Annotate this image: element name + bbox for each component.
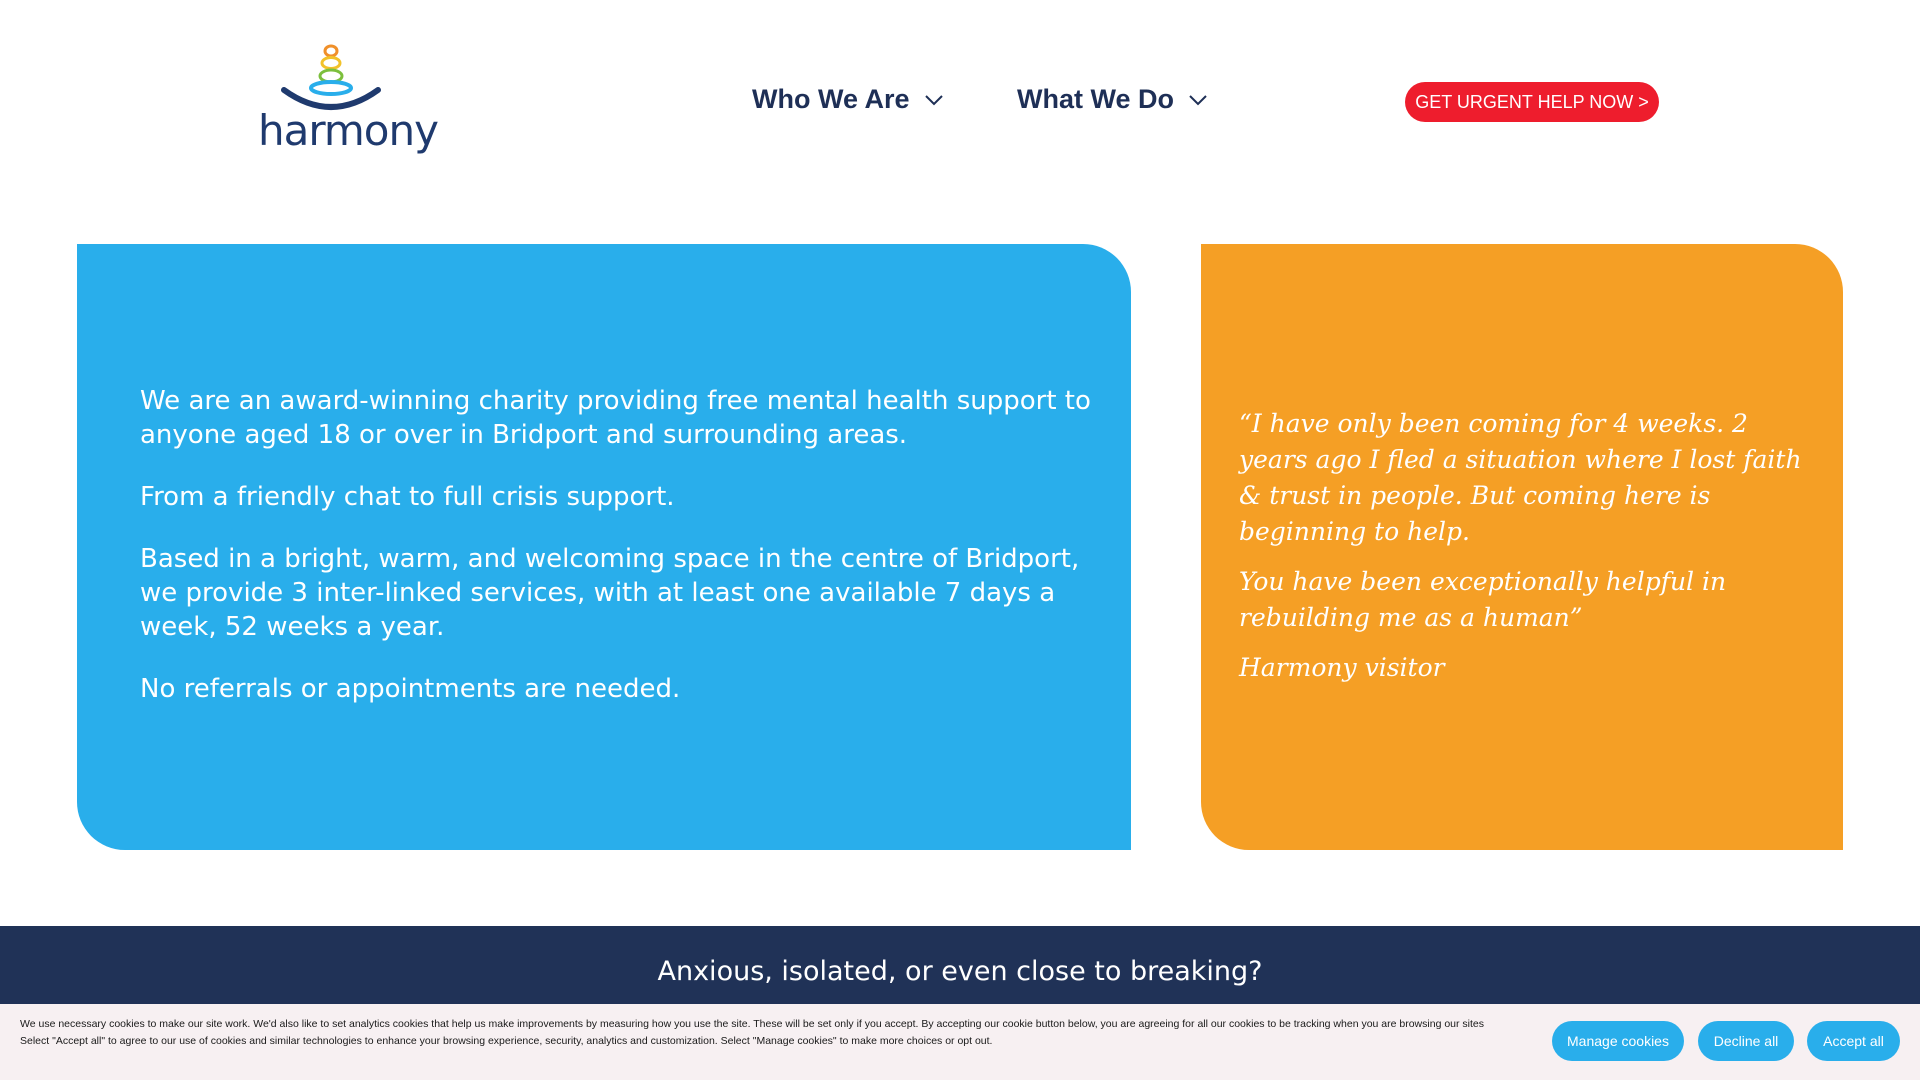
harmony-logo[interactable] bbox=[258, 44, 438, 160]
intro-card bbox=[77, 244, 1131, 850]
intro-paragraph: Based in a bright, warm, and welcoming space in the centre of Bridport, we provide 3 inter-linked services, with at least one available 7 days a week, 52 weeks a year. bbox=[140, 544, 1080, 642]
urgent-help-button[interactable]: GET URGENT HELP NOW > bbox=[1405, 82, 1659, 122]
nav-label: Who We Are bbox=[752, 84, 910, 114]
chevron-down-icon bbox=[924, 94, 944, 106]
testimonial-quote bbox=[1239, 406, 1809, 700]
band-title: Anxious, isolated, or even close to breaking? bbox=[657, 956, 1263, 987]
cookie-line: We use necessary cookies to make our site work. We'd also like to set analytics cookies that help us make improvements by measuring how you use the site. These will be set only if you accept. By accepting our cookie button below, you are agreeing for all our cookies to be tracking when you are browsing our sites bbox=[20, 1018, 1485, 1030]
accept-all-button[interactable]: Accept all bbox=[1807, 1021, 1900, 1061]
testimonial-card bbox=[1201, 244, 1843, 850]
quote-text: You have been exceptionally helpful in rebuilding me as a human” bbox=[1239, 567, 1727, 632]
cookie-line: Select "Accept all" to agree to our use of cookies and similar technologies to enhance your browsing experience, security, analytics and customization. Select "Manage cookies" to make more choices or opt out. bbox=[20, 1035, 993, 1047]
quote-text: “I have only been coming for 4 weeks. 2 years ago I fled a situation where I lost faith & trust in people. But coming here is beginning to help. bbox=[1239, 409, 1802, 546]
manage-cookies-button[interactable]: Manage cookies bbox=[1552, 1021, 1684, 1061]
intro-paragraph: We are an award-winning charity providing free mental health support to anyone aged 18 or over in Bridport and surrounding areas. bbox=[140, 386, 1091, 450]
cookie-text bbox=[20, 1016, 1500, 1050]
decline-all-button[interactable]: Decline all bbox=[1698, 1021, 1794, 1061]
nav-label: What We Do bbox=[1017, 84, 1174, 114]
intro-paragraph: No referrals or appointments are needed. bbox=[140, 674, 681, 704]
quote-attribution: Harmony visitor bbox=[1239, 653, 1445, 682]
intro-text bbox=[140, 384, 1100, 734]
nav-who-we-are[interactable] bbox=[752, 84, 944, 115]
chevron-down-icon bbox=[1188, 94, 1208, 106]
intro-paragraph: From a friendly chat to full crisis support. bbox=[140, 482, 675, 512]
site-header bbox=[0, 0, 1920, 200]
nav-what-we-do[interactable] bbox=[1017, 84, 1208, 115]
stacked-stones-icon bbox=[280, 44, 382, 114]
logo-wordmark: harmony bbox=[258, 106, 438, 155]
